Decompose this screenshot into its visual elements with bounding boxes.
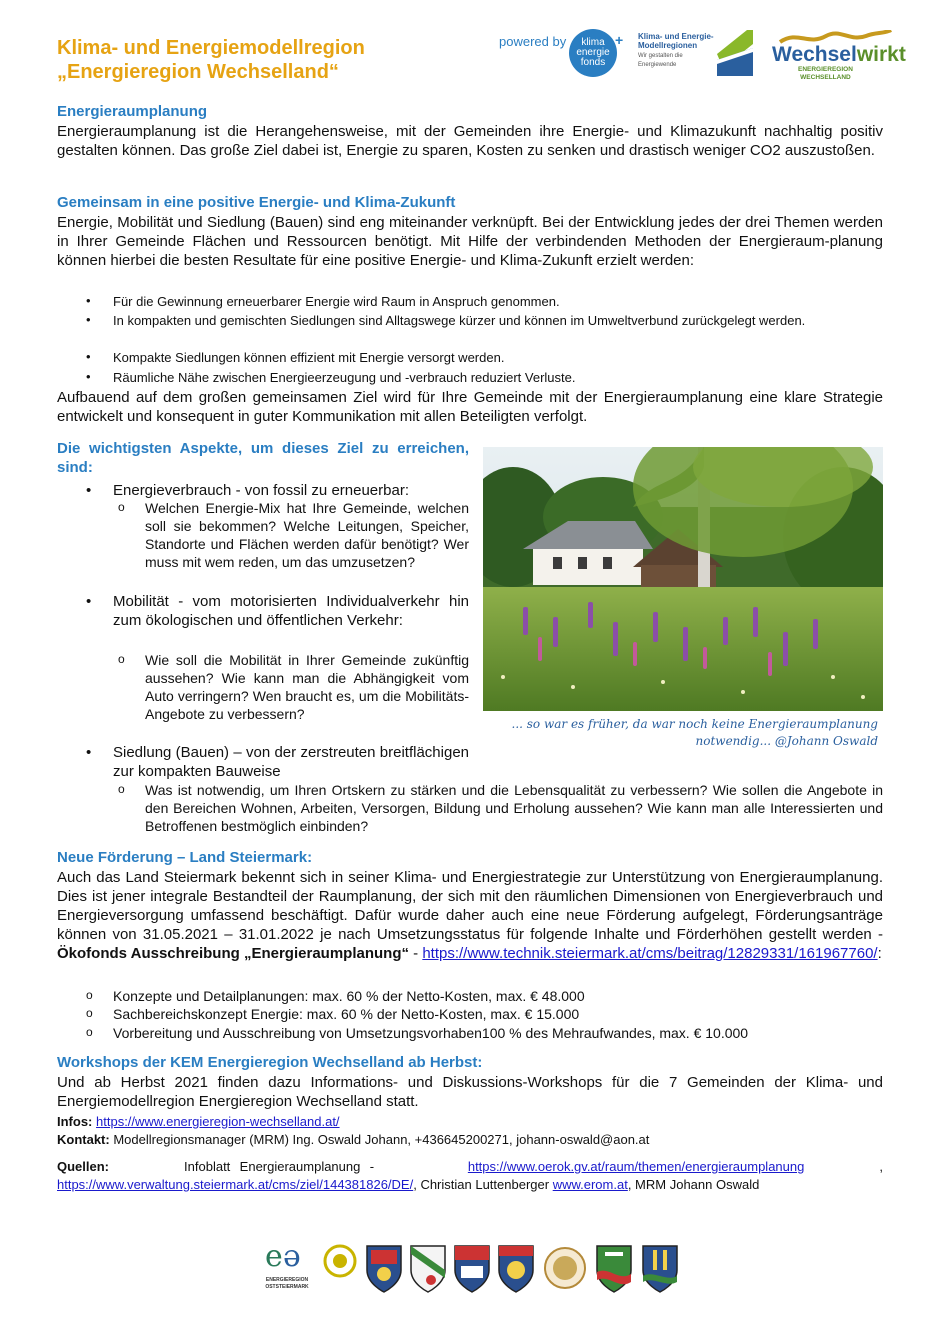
coat-of-arms-6-icon: [595, 1242, 633, 1294]
heading-foerderung: Neue Förderung – Land Steiermark:: [57, 849, 313, 866]
coat-of-arms-3-icon: [453, 1242, 491, 1294]
wechsel-wirkt-logo: Wechselwirkt ENERGIEREGION WECHSELLAND: [772, 30, 897, 86]
bullet-icon: •: [86, 744, 92, 761]
coat-of-arms-1-icon: [365, 1242, 403, 1294]
document-title: [57, 36, 365, 84]
kem-logo-icon: [717, 30, 753, 76]
aspect-siedlung: Siedlung (Bauen) – von der zerstreuten breitflächigen zur kompakten Bauweise: [113, 744, 469, 780]
farmhouse-photo: [483, 447, 883, 711]
verwaltung-link[interactable]: https://www.verwaltung.steiermark.at/cms/ziel/144381826/DE/: [57, 1177, 414, 1192]
bullet-icon: •: [86, 369, 91, 384]
list-item: In kompakten und gemischten Siedlungen sind Alltagswege kürzer und können im Umweltverbund zurückgelegt werden.: [113, 313, 806, 328]
aspect-mobilitaet: Mobilität - vom motorisierten Individualverkehr hin zum ökologischen und öffentlichen Verkehr:: [113, 593, 469, 629]
erom-link[interactable]: www.erom.at: [552, 1177, 628, 1192]
svg-text:e: e: [265, 1240, 283, 1272]
eo-logo-icon: [257, 1240, 317, 1272]
heading-gemeinsam: Gemeinsam in eine positive Energie- und Klima-Zukunft: [57, 194, 456, 211]
title-line-1: Klima- und Energiemodellregion: [57, 37, 365, 59]
bullet-icon: •: [86, 293, 91, 308]
strategie-paragraph: Aufbauend auf dem großen gemeinsamen Ziel wird für Ihre Gemeinde mit der Energieraumplanung eine klare Strategie entwickelt und konsequent in guter Kommunikation mit allen Beteiligten verfolgt.: [57, 389, 883, 425]
heading-energieraumplanung: Energieraumplanung: [57, 103, 208, 120]
svg-text:ə: ə: [283, 1240, 301, 1272]
list-item: Vorbereitung und Ausschreibung von Umsetzungsvorhaben100 % des Mehraufwandes, max. € 10.000: [113, 1025, 749, 1041]
coat-of-arms-5-icon: [543, 1240, 587, 1296]
intro-paragraph: Energieraumplanung ist die Herangehensweise, mit der Gemeinden ihre Energie- und Klimazukunft nachhaltig positiv gestalten können. Das große Ziel dabei ist, Energie zu sparen, Kosten zu senken und drastisch weniger CO2 auszustoßen.: [57, 123, 883, 159]
klima-energie-fonds-logo: klima energie fonds: [569, 29, 617, 77]
photo-caption: ... so war es früher, da war noch keine Energieraumplanung notwendig... @Johann Oswald: [511, 717, 878, 748]
bullet-icon: •: [86, 312, 91, 327]
list-item: Kompakte Siedlungen können effizient mit Energie versorgt werden.: [113, 350, 505, 365]
oekofonds-label: Ökofonds Ausschreibung „Energieraumplanung“: [57, 945, 409, 962]
foerderung-paragraph: Auch das Land Steiermark bekennt sich in seiner Klima- und Energiestrategie zur Unterstützung von Energieraumplanung. Dies ist jener integrale Bestandteil der Raumplanung, der sich mit den räumlichen Dimensionen von Energieverbrauch und Energieversorgung umfassend beschäftigt. Dafür wurde daher auch eine neue Förderung aufgelegt, Förderungsanträge können von 31.05.2021 – 31.01.2022 je nach Umsetzungsstatus für folgende Inhalte und Förderhöhen gestellt werden - Ökofonds Ausschreibung „Energieraumplanung“ - https://www.technik.steiermark.at/cms/beitrag/12829331/161967760/:: [57, 869, 883, 962]
aspect-siedlung-questions: Was ist notwendig, um Ihren Ortskern zu stärken und die Lebensqualität zu verbessern? Wie sollen die Angebote in den Bereichen Wohnen, Arbeiten, Versorgen, Bildung und Erholung aussehen? Wie kann man alle Interessierten und Betroffenen bestmöglich einbinden?: [145, 782, 883, 834]
powered-by-text: powered by: [499, 34, 567, 49]
oerok-link[interactable]: https://www.oerok.gv.at/raum/themen/energieraumplanung: [467, 1159, 805, 1174]
bullet-icon: •: [86, 349, 91, 364]
infos-line: Infos: https://www.energieregion-wechselland.at/: [57, 1114, 340, 1129]
bullet-icon: •: [86, 482, 92, 499]
gemeinsam-paragraph: Energie, Mobilität und Siedlung (Bauen) sind eng miteinander verknüpft. Bei der Entwicklung jedes der drei Themen werden in Ihrer Gemeinde Flächen und Ressourcen benötigt. Mit Hilfe der verbindenden Methoden der Energieraum-planung können hierbei die besten Resultate für eine positive Energie- und Klima-Zukunft erzielt werden:: [57, 214, 883, 269]
circle-bullet-icon: o: [118, 782, 125, 796]
list-item: Räumliche Nähe zwischen Energieerzeugung und -verbrauch reduziert Verluste.: [113, 370, 576, 385]
energieregion-link[interactable]: https://www.energieregion-wechselland.at/: [96, 1114, 340, 1129]
title-line-2: „Energieregion Wechselland“: [57, 61, 339, 83]
sun-logo-icon: [323, 1244, 357, 1278]
circle-bullet-icon: o: [86, 1006, 93, 1020]
list-item: Für die Gewinnung erneuerbarer Energie wird Raum in Anspruch genommen.: [113, 294, 560, 309]
aspect-energie-questions: Welchen Energie-Mix hat Ihre Gemeinde, welchen soll sie bekommen? Welche Leitungen, Speicher, Standorte und Flächen werden dafür benötigt? Wer muss mit wem reden, um das umzusetzen?: [145, 500, 469, 570]
coat-of-arms-7-icon: [641, 1242, 679, 1294]
header-logos: [497, 26, 906, 86]
aspect-mobilitaet-questions: Wie soll die Mobilität in Ihrer Gemeinde zukünftig aussehen? Wie kann man die Abhängigkeit vom Auto verringern? Wen braucht es, um die Mobilitäts-Angebote zu verbessern?: [145, 652, 469, 722]
kontakt-line: Kontakt: Modellregionsmanager (MRM) Ing. Oswald Johann, +436645200271, johann-oswald@aon.at: [57, 1132, 650, 1147]
kem-logo-text: Klima- und Energie-Modellregionen Wir gestalten die Energiewende: [638, 32, 714, 68]
energieregion-oststeiermark-logo: e ə ENERGIEREGION OSTSTEIERMARK: [257, 1240, 317, 1296]
list-item: Sachbereichskonzept Energie: max. 60 % der Netto-Kosten, max. € 15.000: [113, 1006, 580, 1022]
workshops-paragraph: Und ab Herbst 2021 finden dazu Informations- und Diskussions-Workshops für die 7 Gemeinden der Klima- und Energiemodellregion Energieregion Wechselland statt.: [57, 1074, 883, 1110]
coat-of-arms-2-icon: [409, 1242, 447, 1294]
municipality-logos: [257, 1240, 687, 1296]
list-item: Konzepte und Detailplanungen: max. 60 % der Netto-Kosten, max. € 48.000: [113, 988, 585, 1004]
circle-bullet-icon: o: [118, 652, 125, 666]
coat-of-arms-4-icon: [497, 1242, 535, 1294]
plus-icon: +: [615, 32, 624, 48]
technik-steiermark-link[interactable]: https://www.technik.steiermark.at/cms/beitrag/12829331/161967760/: [422, 945, 878, 962]
circle-bullet-icon: o: [86, 1025, 93, 1039]
meadow-image: [483, 447, 883, 711]
heading-workshops: Workshops der KEM Energieregion Wechselland ab Herbst:: [57, 1054, 483, 1071]
heading-aspekte: Die wichtigsten Aspekte, um dieses Ziel zu erreichen, sind:: [57, 440, 469, 476]
bullet-icon: •: [86, 593, 92, 610]
quellen-paragraph: Quellen: Infoblatt Energieraumplanung - https://www.oerok.gv.at/raum/themen/energieraumplanung , https://www.verwaltung.steiermark.at/cms/ziel/144381826/DE/, Christian Luttenberger www.erom.at, MRM Johann Oswald: [57, 1159, 883, 1192]
circle-bullet-icon: o: [118, 500, 125, 514]
aspect-energie: Energieverbrauch - von fossil zu erneuerbar:: [113, 482, 409, 499]
circle-bullet-icon: o: [86, 988, 93, 1002]
